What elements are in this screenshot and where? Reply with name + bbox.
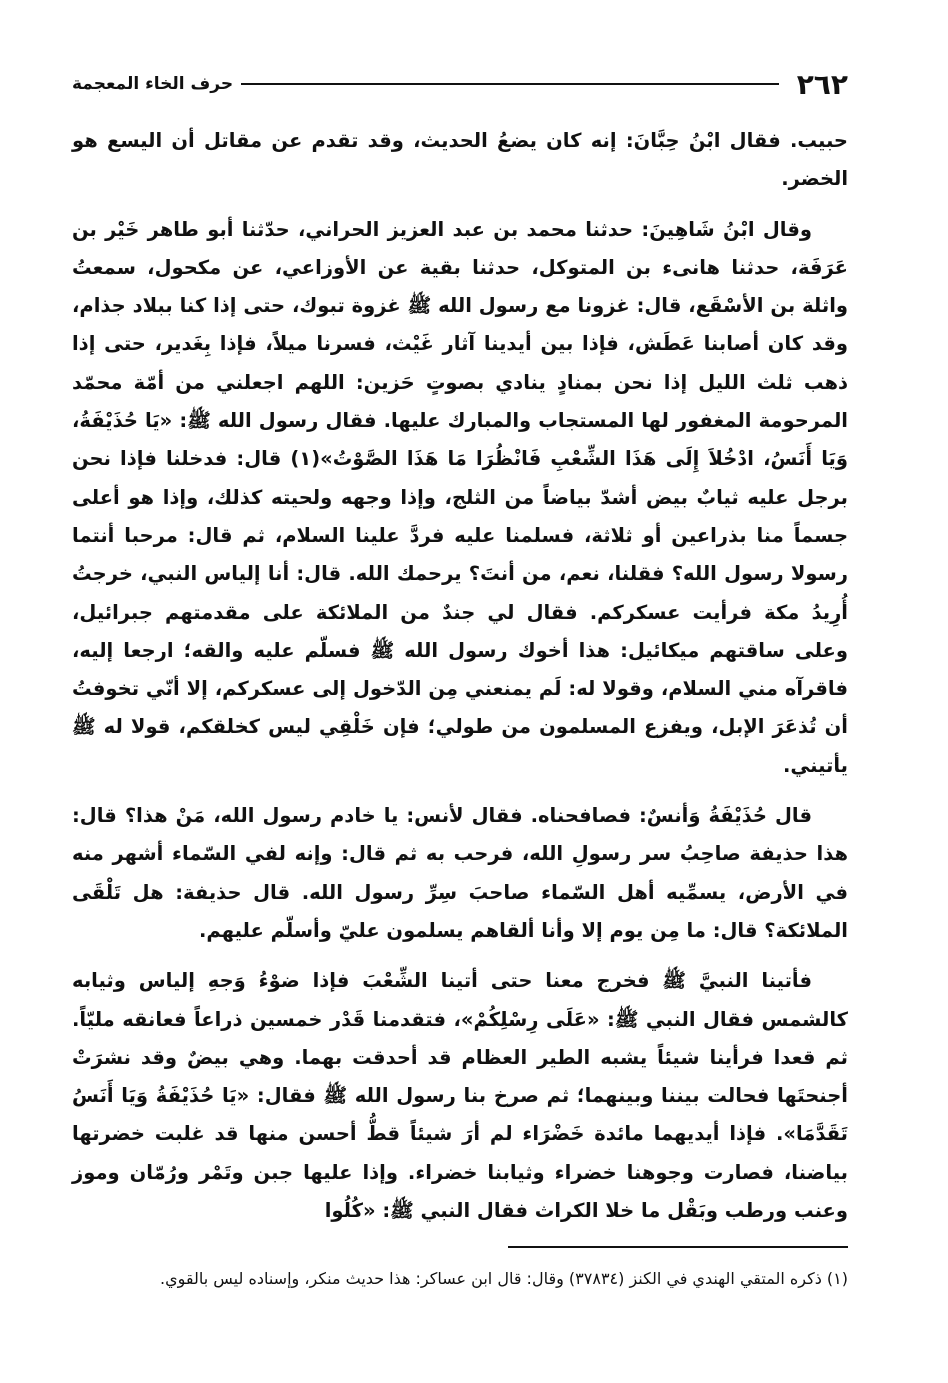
header-rule (241, 83, 779, 85)
page-number: ٢٦٢ (796, 67, 848, 101)
paragraph: وقال ابْنُ شَاهِينَ: حدثنا محمد بن عبد العزيز الحراني، حدّثنا أبو طاهر خَيْر بن عَرَفَة، حدثنا هانىء بن المتوكل، حدثنا بقية عن الأوزاعي، عن مكحول، سمعتُ واثلة بن الأسْقَع، قال: غزونا مع رسول الله ﷺ غزوة تبوك، حتى إذا كنا ببلاد جذام، وقد كان أصابنا عَطَش، فإذا بين أيدينا آثار غَيْث، فسرنا ميلاً، فإذا بِغَدير، حتى إذا ذهب ثلث الليل إذا نحن بمنادٍ ينادي بصوتٍ حَزين: اللهم اجعلني من أمّة محمّد المرحومة المغفور لها المستجاب والمبارك عليها. فقال رسول الله ﷺ: «يَا حُذَيْفَةُ، وَيَا أَنَسُ، ادْخُلاَ إِلَى هَذَا الشِّعْبِ فَانْظُرَا مَا هَذَا الصَّوْتُ»(١) قال: فدخلنا فإذا نحن برجل عليه ثيابٌ بيض أشدّ بياضاً من الثلج، وإذا وجهه ولحيته كذلك، وإذا هو أعلى جسماً منا بذراعين أو ثلاثة، فسلمنا عليه فردَّ علينا السلام، ثم قال: مرحبا أنتما رسولا رسول الله؟ فقلنا، نعم، من أنتَ؟ يرحمك الله. قال: أنا إلياس النبي، خرجتُ أُرِيدُ مكة فرأيت عسكركم. فقال لي جندٌ من الملائكة على مقدمتهم جبرائيل، وعلى ساقتهم ميكائيل: هذا أخوك رسول الله ﷺ فسلّم عليه والقه؛ ارجعا إليه، فاقرآه مني السلام، وقولا له: لَم يمنعني مِن الدّخول إلى عسكركم، إلا أنّي تخوفتُ أن تُذعَرَ الإبل، ويفزع المسلمون من طولي؛ فإن خَلْقِي ليس كخلقكم، قولا له ﷺ يأتيني. (72, 217, 848, 777)
chapter-title: حرف الخاء المعجمة (72, 74, 234, 94)
footnote: (١) ذكره المتقي الهندي في الكنز (٣٧٨٣٤) وقال: قال ابن عساكر: هذا حديث منكر، وإسناده ليس بالقوي. (160, 1269, 848, 1288)
paragraph: حبيب. فقال ابْنُ حِبَّانَ: إنه كان يضعُ الحديث، وقد تقدم عن مقاتل أن اليسع هو الخضر. (72, 129, 848, 191)
main-text (72, 122, 848, 1242)
footnote-separator (508, 1246, 848, 1248)
paragraph: فأتينا النبيَّ ﷺ فخرج معنا حتى أتينا الشِّعْبَ فإذا ضوْءُ وَجهِ إلياس وثيابه كالشمس فقال النبي ﷺ: «عَلَى رِسْلِكُمْ»، فتقدمنا قَدْر خمسين ذراعاً فعانقه مليّاً. ثم قعدا فرأينا شيئاً يشبه الطير العظام قد أحدقت بهما. وهي بيضٌ وقد نشرَتْ أجنحتَها فحالت بيننا وبينهما؛ ثم صرخ بنا رسول الله ﷺ فقال: «يَا حُذَيْفَةُ وَيَا أَنَسُ تَقَدَّمَا». فإذا أيديهما مائدة خَضْرَاء لم أرَ شيئاً قطُّ أحسن منها قد غلبت خضرتها بياضنا، فصارت وجوهنا خضراء وثيابنا خضراء. وإذا عليها جبن وتَمْر ورُمّان وموز وعنب ورطب وبَقْل ما خلا الكراث فقال النبي ﷺ: «كُلُوا (72, 969, 848, 1223)
page-header (72, 66, 848, 102)
paragraph: قال حُذَيْفَةُ وَأنسٌ: فصافحناه. فقال لأنس: يا خادم رسول الله، مَنْ هذا؟ قال: هذا حذيفة صاحِبُ سر رسولِ الله، فرحب به ثم قال: وإنه لفي السّماء أشهر منه في الأرض، يسمِّيه أهل السّماء صاحبَ سِرِّ رسول الله. قال حذيفة: هل تَلْقَى الملائكة؟ قال: ما مِن يوم إلا وأنا ألقاهم يسلمون عليّ وأسلّم عليهم. (72, 804, 848, 942)
